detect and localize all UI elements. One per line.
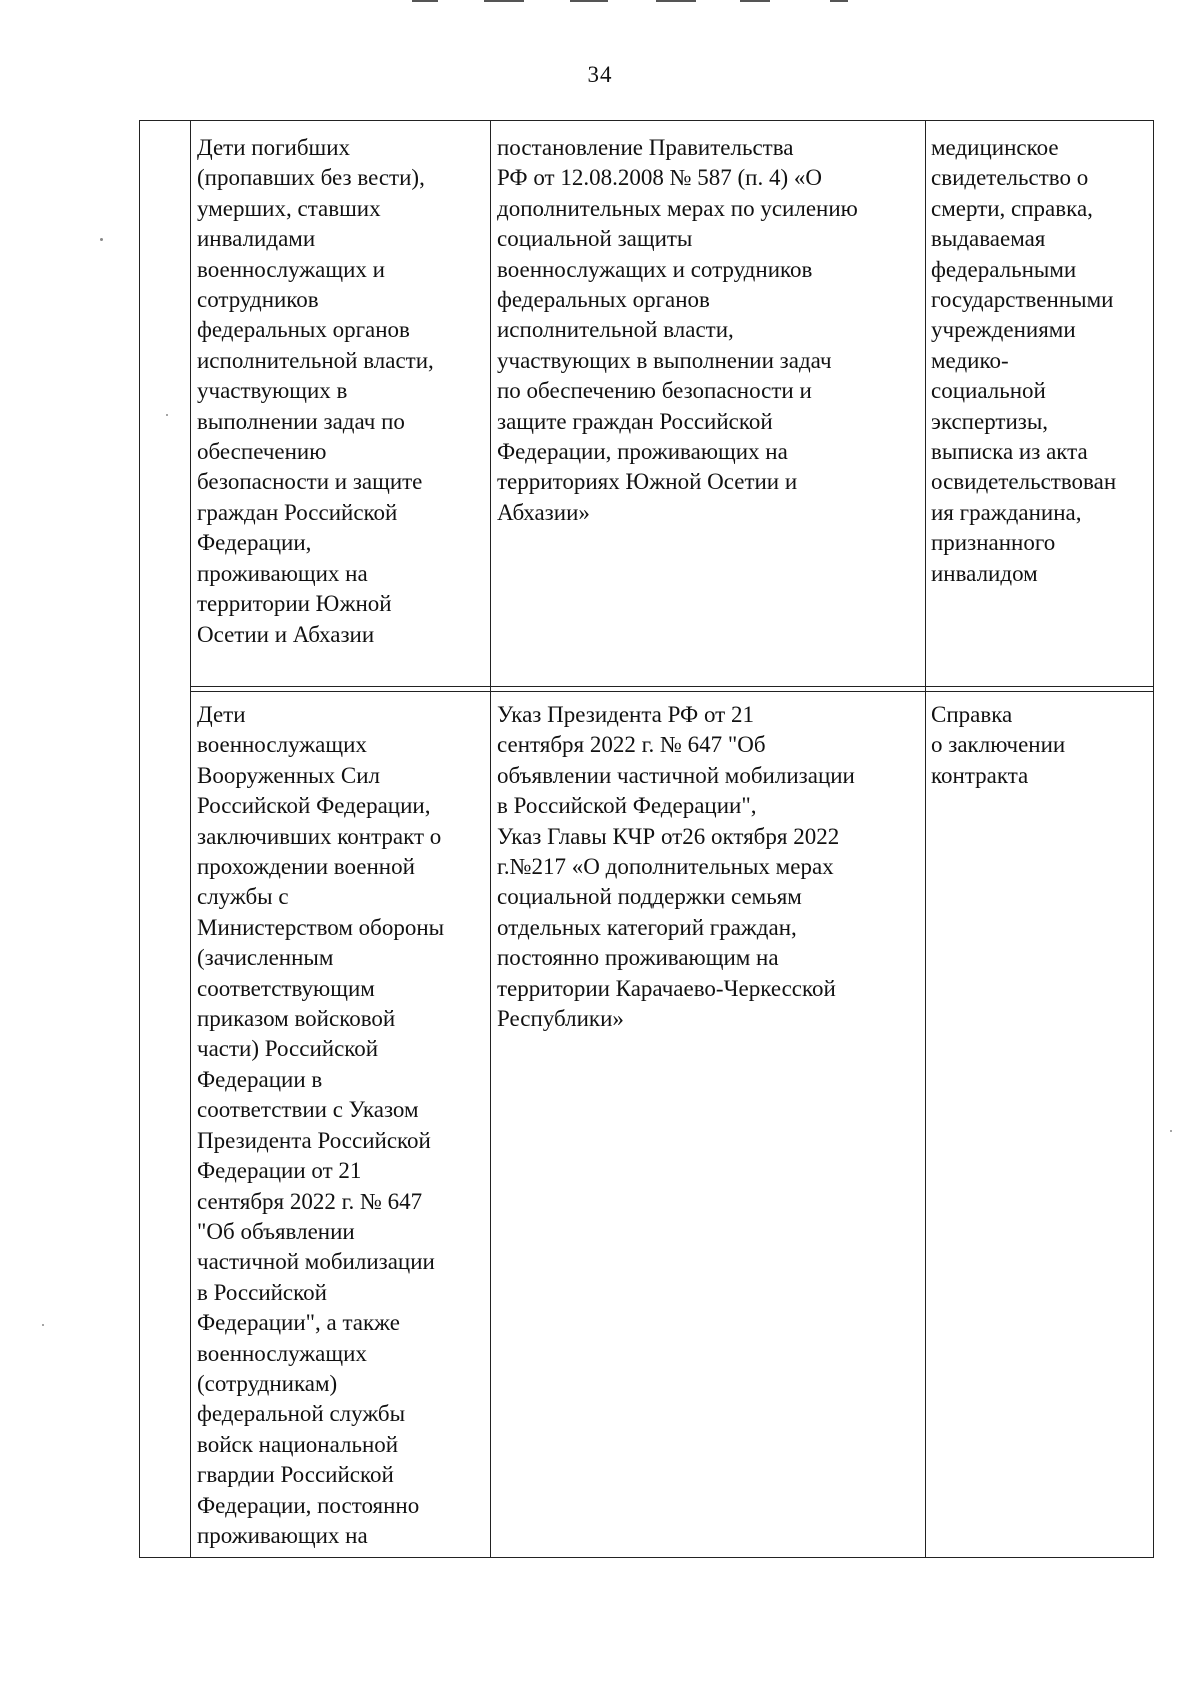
benefits-table: [139, 120, 1154, 1558]
table-cell-category: Дети погибших (пропавших без вести), умерших, ставших инвалидами военнослужащих и сотрудников федеральных органов исполнительной власти, участвующих в выполнении задач по обеспечению безопасности и защите граждан Российской Федерации, проживающих на территории Южной Осетии и Абхазии: [197, 135, 434, 647]
row-divider: [190, 686, 1153, 687]
scan-speck: [166, 414, 168, 416]
column-divider: [190, 121, 191, 1557]
scan-artifact-marks: [400, 0, 860, 6]
table-cell-documents: медицинское свидетельство о смерти, справка, выдаваемая федеральными государственными учреждениями медико- социальной экспертизы, выписка из акта освидетельствован ия гражданина, признанного инвалидом: [931, 135, 1117, 586]
scan-speck: [1170, 1130, 1172, 1132]
scan-speck: [42, 1324, 44, 1326]
table-cell-legal-basis: постановление Правительства РФ от 12.08.2008 № 587 (п. 4) «О дополнительных мерах по усилению социальной защиты военнослужащих и сотрудников федеральных органов исполнительной власти, участвующих в выполнении задач по обеспечению безопасности и защите граждан Российской Федерации, проживающих на территориях Южной Осетии и Абхазии»: [497, 135, 858, 525]
scan-speck: [100, 238, 103, 241]
column-divider: [490, 121, 491, 1557]
column-divider: [925, 121, 926, 1557]
table-cell-legal-basis: Указ Президента РФ от 21 сентября 2022 г. № 647 "Об объявлении частичной мобилизации в Российской Федерации", Указ Главы КЧР от26 октября 2022 г.№217 «О дополнительных мерах социальной поддержки семьям отдельных категорий граждан, постоянно проживающим на территории Карачаево-Черкесской Республики»: [497, 702, 855, 1032]
page-number: 34: [587, 62, 613, 87]
table-cell-category: Дети военнослужащих Вооруженных Сил Российской Федерации, заключивших контракт о прохождении военной службы с Министерством обороны (зачисленным соответствующим приказом войсковой части) Российской Федерации в соответствии с Указом Президента Российской Федерации от 21 сентября 2022 г. № 647 "Об объявлении частичной мобилизации в Российской Федерации", а также военнослужащих (сотрудникам) федеральной службы войск национальной гвардии Российской Федерации, постоянно проживающих на: [197, 702, 445, 1548]
row-divider: [190, 691, 1153, 692]
table-cell-documents: Справка о заключении контракта: [931, 702, 1066, 788]
